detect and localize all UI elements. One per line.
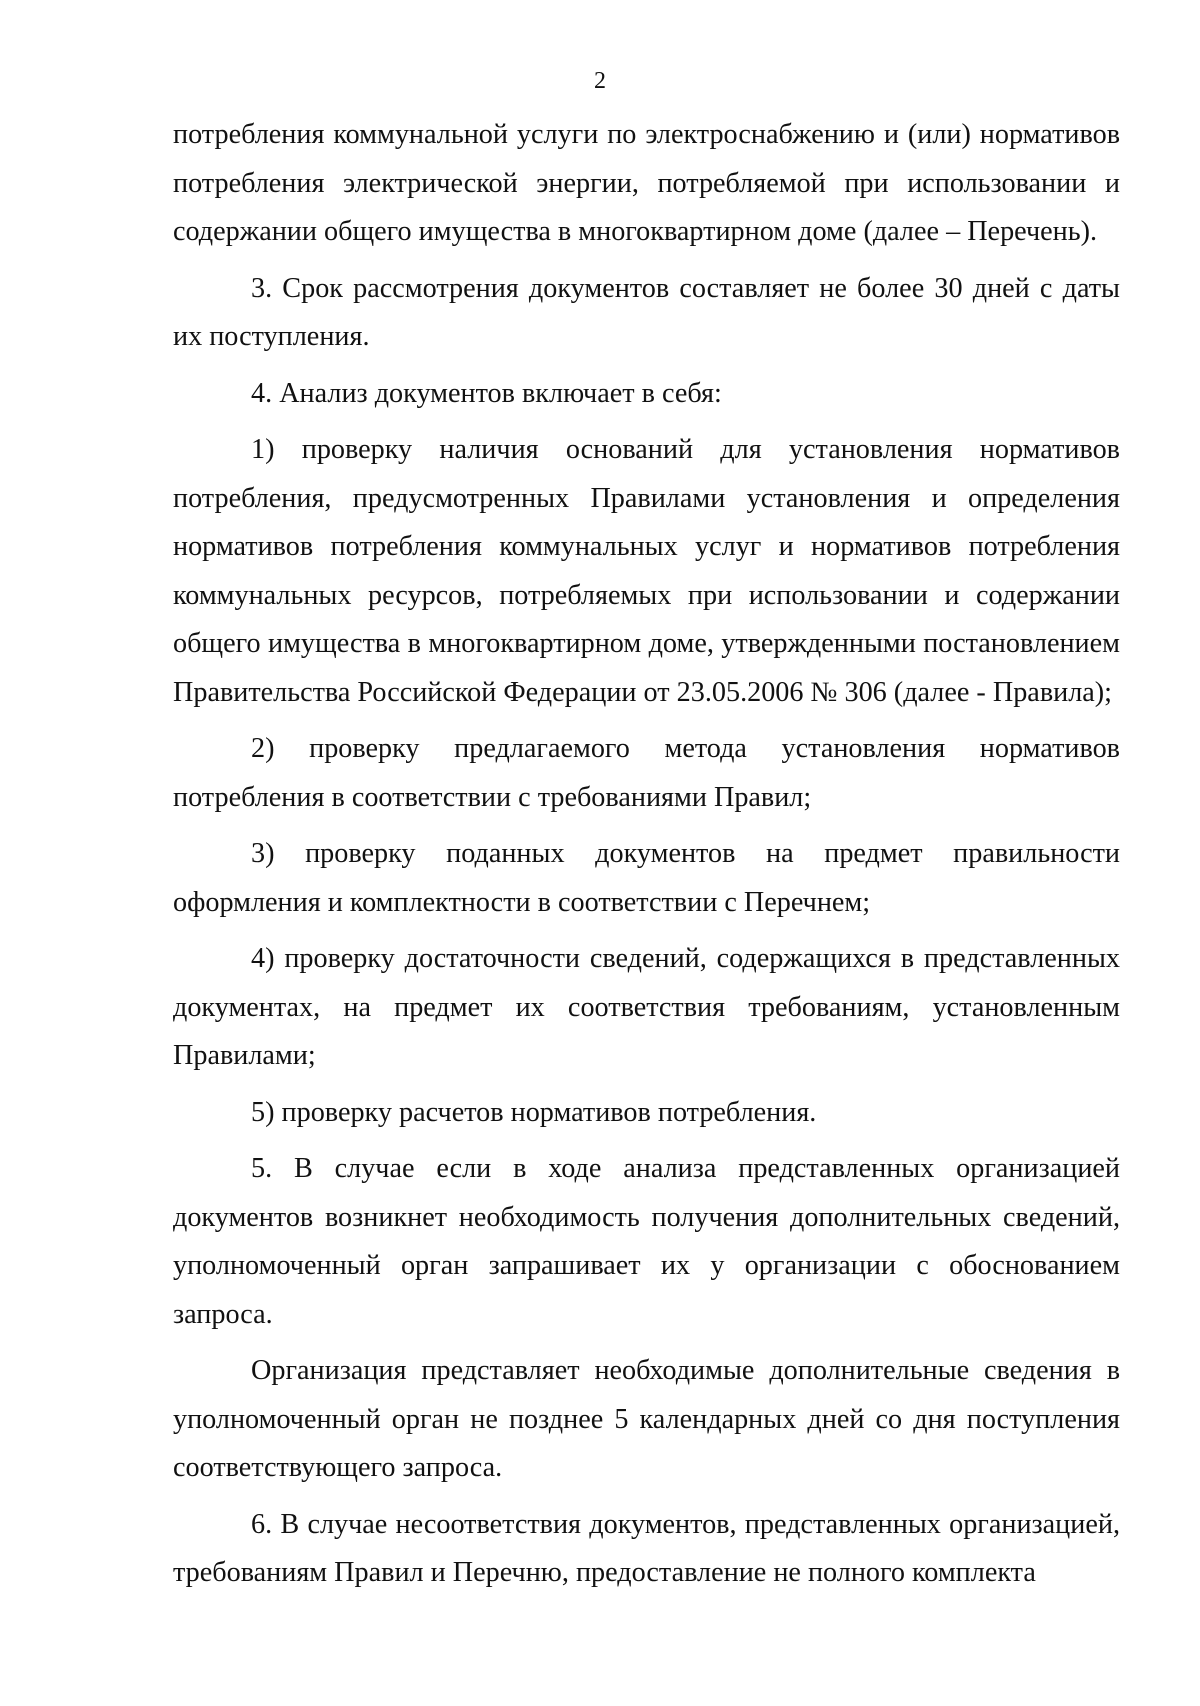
paragraph-4: 4. Анализ документов включает в себя: xyxy=(251,377,722,409)
paragraph-6: 6. В случае несоответствия документов, представленных организацией, требованиям Правил и Перечню, предоставление не полного комплекта xyxy=(173,1508,1120,1588)
paragraph-5: 5. В случае если в ходе анализа представленных организацией документов возникнет необходимость получения дополнительных сведений, уполномоченный орган запрашивает их у организации с обоснованием запроса. xyxy=(173,1153,1120,1330)
list-item-4: 4) проверку достаточности сведений, содержащихся в представленных документах, на предмет их соответствия требованиям, установленным Правилами; xyxy=(173,943,1120,1071)
list-item-3: 3) проверку поданных документов на предмет правильности оформления и комплектности в соответствии с Перечнем; xyxy=(173,838,1120,918)
list-item-1: 1) проверку наличия оснований для установления нормативов потребления, предусмотренных Правилами установления и определения нормативов потребления коммунальных услуг и нормативов потребления коммунальных ресурсов, потребляемых при использовании и содержании общего имущества в многоквартирном доме, утвержденными постановлением Правительства Российской Федерации от 23.05.2006 № 306 (далее - Правила); xyxy=(173,434,1120,708)
paragraph-continuation: потребления коммунальной услуги по электроснабжению и (или) нормативов потребления электрической энергии, потребляемой при использовании и содержании общего имущества в многоквартирном доме (далее – Перечень). xyxy=(173,119,1120,247)
list-item-2: 2) проверку предлагаемого метода установления нормативов потребления в соответствии с требованиями Правил; xyxy=(173,733,1120,813)
paragraph-3: 3. Срок рассмотрения документов составляет не более 30 дней с даты их поступления. xyxy=(173,272,1120,352)
paragraph-organization: Организация представляет необходимые дополнительные сведения в уполномоченный орган не позднее 5 календарных дней со дня поступления соответствующего запроса. xyxy=(173,1355,1120,1483)
document-body xyxy=(173,111,1120,1598)
list-item-5: 5) проверку расчетов нормативов потребления. xyxy=(251,1096,817,1128)
page-number: 2 xyxy=(594,68,606,94)
